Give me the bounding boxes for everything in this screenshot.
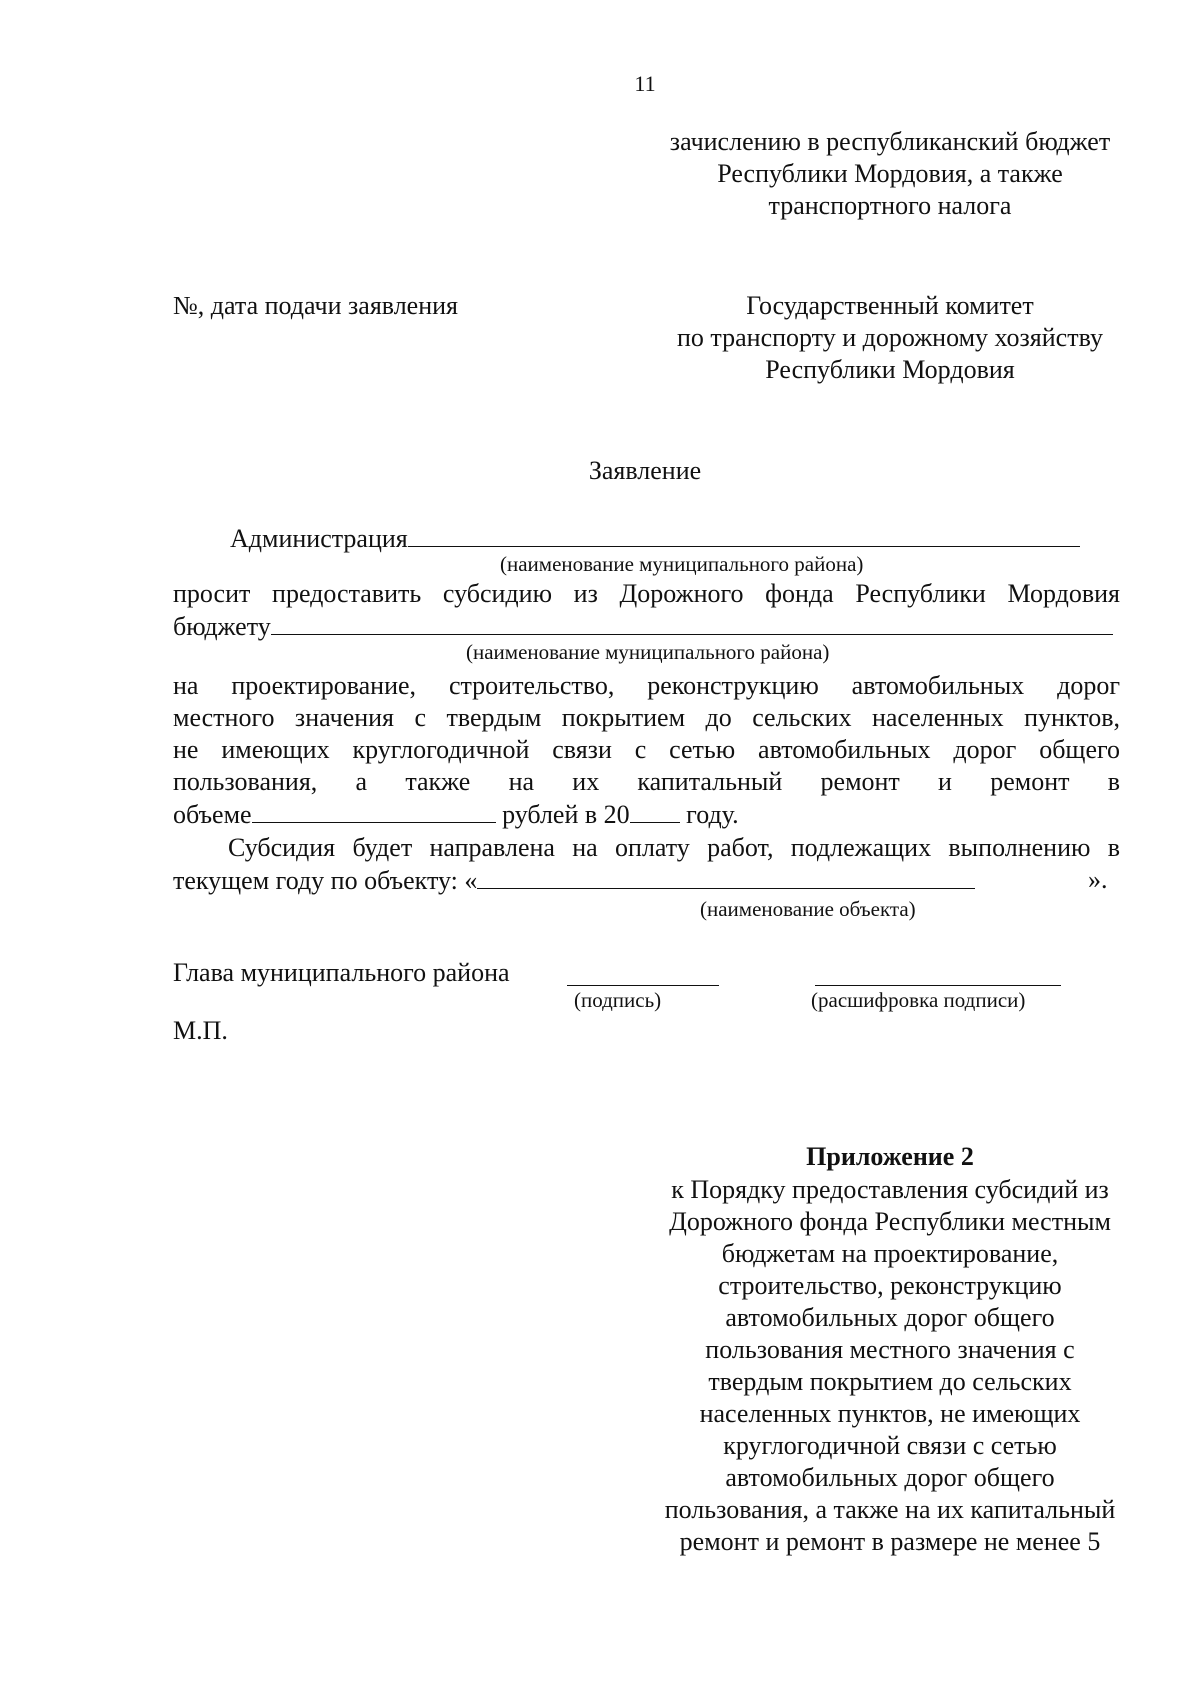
annex-line: к Порядку предоставления субсидий из [671, 1175, 1109, 1204]
year-label: году. [686, 800, 739, 829]
annex-line: автомобильных дорог общего [725, 1463, 1055, 1492]
annex-line: ремонт и ремонт в размере не менее 5 [679, 1527, 1101, 1556]
addressee-line: Государственный комитет [746, 291, 1034, 320]
purpose-line: пользования, а также на их капитальный ремонт и ремонт в [173, 767, 1120, 796]
head-label: Глава муниципального района [173, 958, 510, 987]
signature-hint: (подпись) [574, 988, 662, 1012]
annex-line: пользования местного значения с [705, 1335, 1075, 1364]
budget-label: бюджету [173, 612, 271, 641]
rubles-label: рублей в 20 [502, 800, 630, 829]
header-line: транспортного налога [768, 191, 1012, 220]
municipality-hint: (наименование муниципального района) [466, 640, 830, 664]
annex-line: строительство, реконструкцию [718, 1271, 1062, 1300]
purpose-line: не имеющих круглогодичной связи с сетью автомобильных дорог общего [173, 735, 1120, 764]
administration-row [230, 522, 1080, 555]
object-label: текущем году по объекту: « [173, 866, 478, 895]
object-hint: (наименование объекта) [700, 897, 916, 921]
volume-label: объеме [173, 800, 252, 829]
year-field-line [630, 798, 680, 823]
header-continuation [620, 126, 1160, 222]
purpose-line: местного значения с твердым покрытием до сельских населенных пунктов, [173, 703, 1120, 732]
municipality-hint: (наименование муниципального района) [500, 552, 864, 576]
amount-field-line [252, 798, 496, 823]
annex-title: Приложение 2 [806, 1142, 974, 1171]
seal-label: М.П. [173, 1016, 228, 1045]
annex-line: круглогодичной связи с сетью [723, 1431, 1057, 1460]
budget-row [173, 610, 1113, 643]
annex-line: автомобильных дорог общего [725, 1303, 1055, 1332]
addressee-line: по транспорту и дорожному хозяйству [677, 323, 1103, 352]
object-field-line [477, 864, 975, 889]
header-line: зачислению в республиканский бюджет [669, 127, 1111, 156]
application-number-label: №, дата подачи заявления [173, 291, 459, 320]
annex-line: твердым покрытием до сельских [708, 1367, 1072, 1396]
administration-label: Администрация [230, 524, 408, 553]
administration-field-line [408, 522, 1080, 547]
budget-field-line [271, 610, 1113, 635]
header-line: Республики Мордовия, а также [717, 159, 1063, 188]
object-row [173, 864, 975, 897]
subsidy-line: Субсидия будет направлена на оплату работ, подлежащих выполнению в [228, 833, 1120, 862]
signature-decode-hint: (расшифровка подписи) [811, 988, 1026, 1012]
purpose-line: на проектирование, строительство, реконструкцию автомобильных дорог [173, 671, 1120, 700]
object-close-quote: ». [1088, 865, 1108, 894]
page-number: 11 [634, 71, 656, 96]
annex-line: бюджетам на проектирование, [721, 1239, 1059, 1268]
annex-line: Дорожного фонда Республики местным [669, 1207, 1111, 1236]
purpose-paragraph [173, 670, 1120, 798]
addressee-line: Республики Мордовия [765, 355, 1015, 384]
annex-line: населенных пунктов, не имеющих [699, 1399, 1081, 1428]
annex-text [620, 1174, 1160, 1558]
form-title: Заявление [588, 456, 702, 485]
addressee-block [620, 290, 1160, 386]
annex-line: пользования, а также на их капитальный [664, 1495, 1116, 1524]
signature-line [567, 961, 719, 986]
volume-row [173, 798, 739, 831]
signature-decode-line [815, 961, 1061, 986]
request-text: просит предоставить субсидию из Дорожного фонда Республики Мордовия [173, 579, 1120, 608]
